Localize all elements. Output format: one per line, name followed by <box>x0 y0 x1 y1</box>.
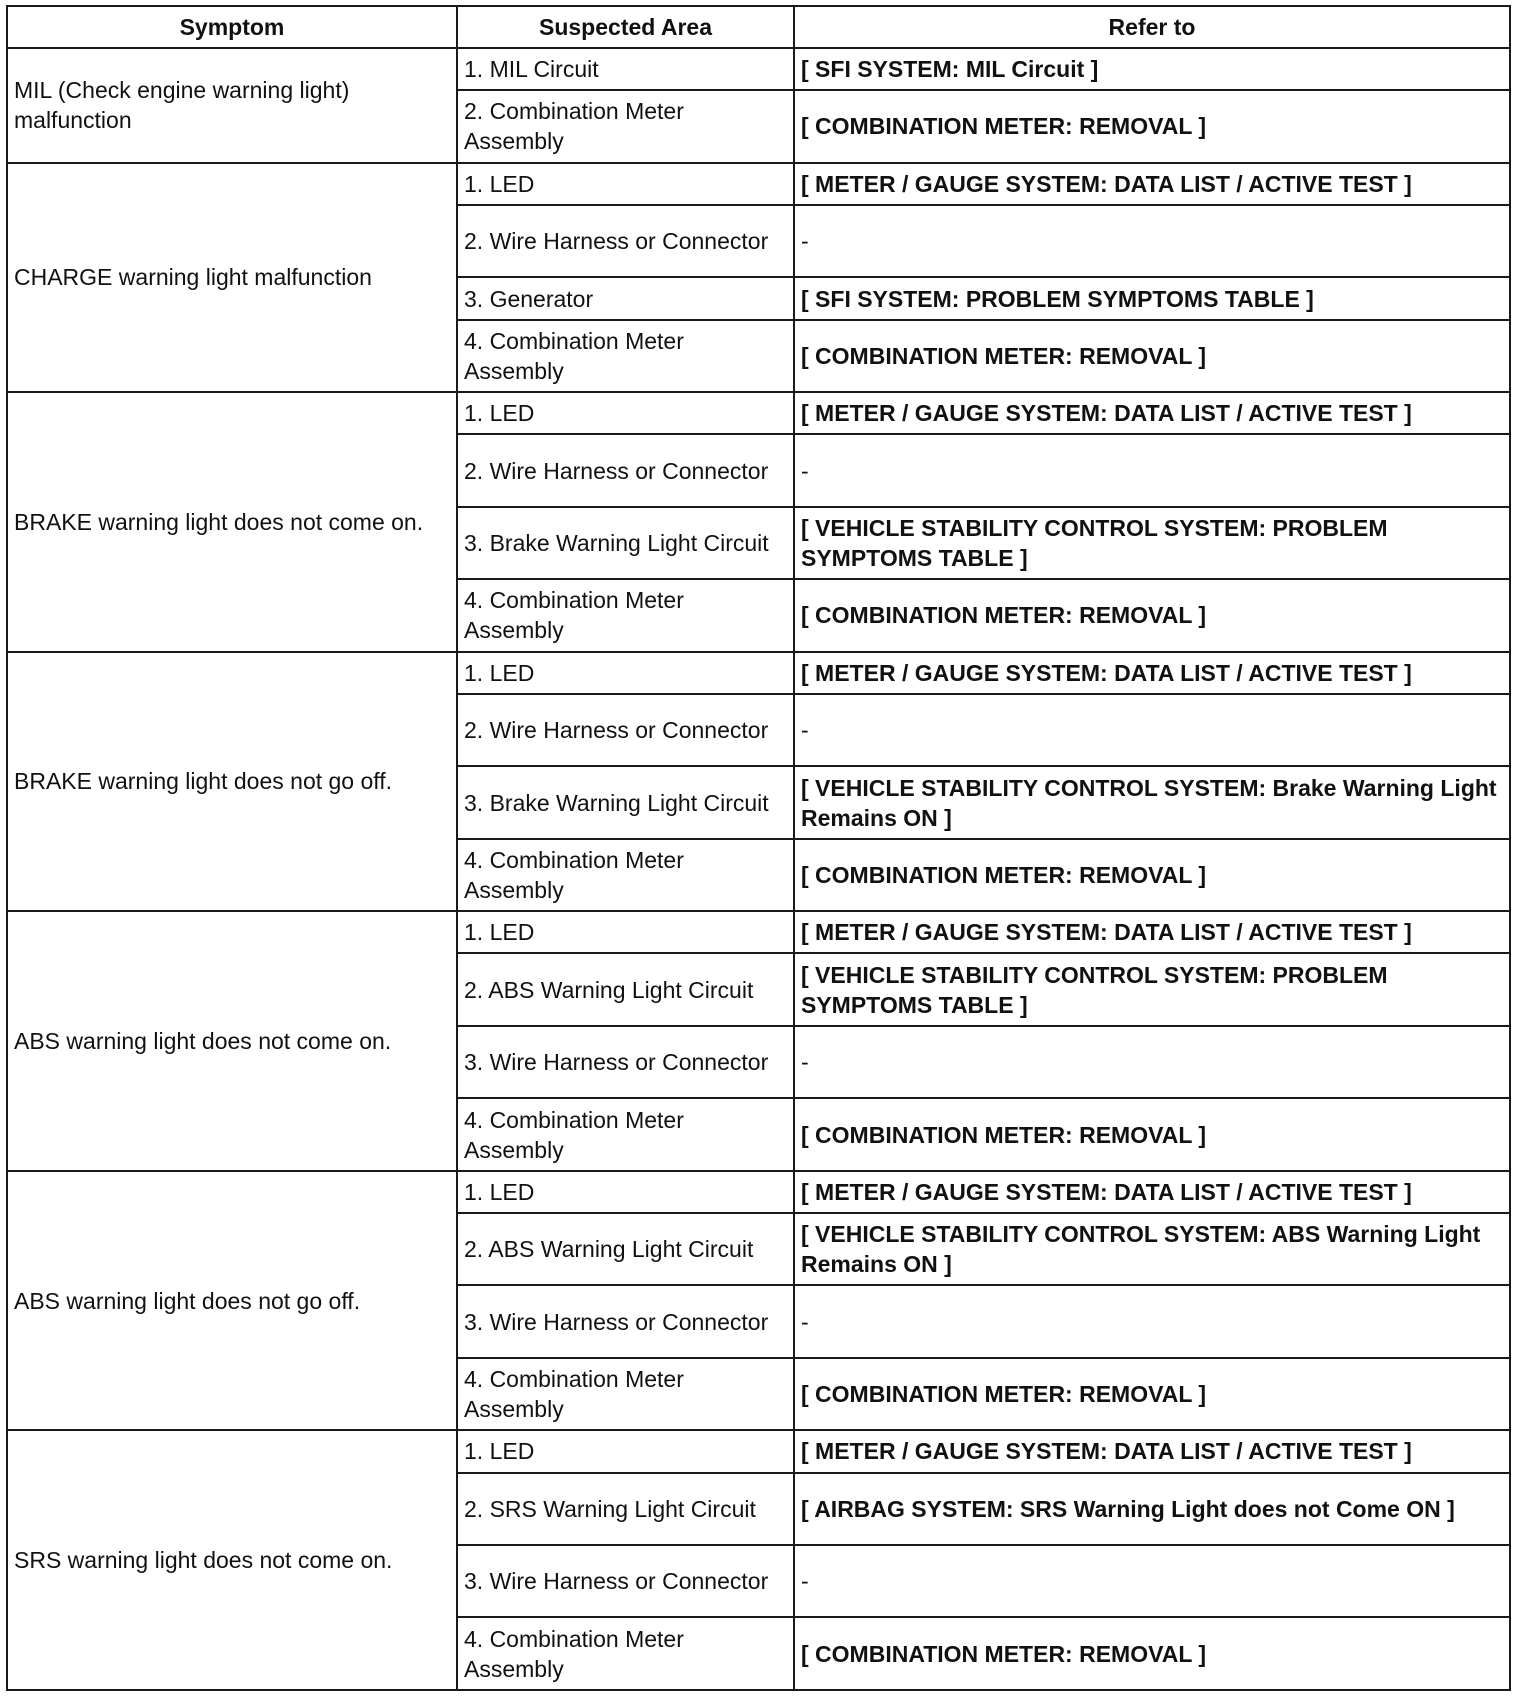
suspected-area-cell: 3. Brake Warning Light Circuit <box>457 507 794 579</box>
refer-to-cell: [ SFI SYSTEM: PROBLEM SYMPTOMS TABLE ] <box>794 277 1510 319</box>
header-row <box>7 6 1510 48</box>
suspected-area-cell: 4. Combination Meter Assembly <box>457 839 794 911</box>
refer-to-cell: [ VEHICLE STABILITY CONTROL SYSTEM: PROBLEM SYMPTOMS TABLE ] <box>794 507 1510 579</box>
table-row <box>7 652 1510 694</box>
problem-symptoms-table <box>6 5 1511 1691</box>
suspected-area-cell: 1. MIL Circuit <box>457 48 794 90</box>
table-row <box>7 911 1510 953</box>
refer-to-cell: [ COMBINATION METER: REMOVAL ] <box>794 1617 1510 1690</box>
symptom-cell: ABS warning light does not go off. <box>7 1171 457 1431</box>
table-row <box>7 48 1510 90</box>
refer-to-cell: - <box>794 1285 1510 1357</box>
suspected-area-cell: 1. LED <box>457 911 794 953</box>
suspected-area-cell: 4. Combination Meter Assembly <box>457 1617 794 1690</box>
symptom-cell: BRAKE warning light does not go off. <box>7 652 457 912</box>
table-row <box>7 1430 1510 1472</box>
suspected-area-cell: 2. ABS Warning Light Circuit <box>457 1213 794 1285</box>
refer-to-cell: [ METER / GAUGE SYSTEM: DATA LIST / ACTIVE TEST ] <box>794 652 1510 694</box>
symptom-cell: MIL (Check engine warning light) malfunction <box>7 48 457 163</box>
suspected-area-cell: 4. Combination Meter Assembly <box>457 1098 794 1170</box>
refer-to-cell: [ VEHICLE STABILITY CONTROL SYSTEM: ABS Warning Light Remains ON ] <box>794 1213 1510 1285</box>
refer-to-cell: [ METER / GAUGE SYSTEM: DATA LIST / ACTIVE TEST ] <box>794 1430 1510 1472</box>
refer-to-cell: [ METER / GAUGE SYSTEM: DATA LIST / ACTIVE TEST ] <box>794 1171 1510 1213</box>
refer-to-cell: [ VEHICLE STABILITY CONTROL SYSTEM: Brake Warning Light Remains ON ] <box>794 766 1510 838</box>
symptom-cell: BRAKE warning light does not come on. <box>7 392 457 652</box>
suspected-area-cell: 4. Combination Meter Assembly <box>457 320 794 392</box>
header-symptom: Symptom <box>7 6 457 48</box>
suspected-area-cell: 1. LED <box>457 1430 794 1472</box>
refer-to-cell: [ COMBINATION METER: REMOVAL ] <box>794 90 1510 162</box>
table-row <box>7 163 1510 205</box>
suspected-area-cell: 1. LED <box>457 163 794 205</box>
suspected-area-cell: 4. Combination Meter Assembly <box>457 1358 794 1430</box>
suspected-area-cell: 2. SRS Warning Light Circuit <box>457 1473 794 1545</box>
suspected-area-cell: 2. Wire Harness or Connector <box>457 694 794 766</box>
refer-to-cell: [ COMBINATION METER: REMOVAL ] <box>794 1358 1510 1430</box>
refer-to-cell: [ METER / GAUGE SYSTEM: DATA LIST / ACTIVE TEST ] <box>794 163 1510 205</box>
suspected-area-cell: 2. Wire Harness or Connector <box>457 434 794 506</box>
suspected-area-cell: 2. ABS Warning Light Circuit <box>457 953 794 1025</box>
suspected-area-cell: 1. LED <box>457 652 794 694</box>
refer-to-cell: - <box>794 694 1510 766</box>
suspected-area-cell: 1. LED <box>457 1171 794 1213</box>
refer-to-cell: - <box>794 1026 1510 1098</box>
header-suspected-area: Suspected Area <box>457 6 794 48</box>
refer-to-cell: - <box>794 205 1510 277</box>
symptom-cell: ABS warning light does not come on. <box>7 911 457 1171</box>
suspected-area-cell: 4. Combination Meter Assembly <box>457 579 794 651</box>
symptom-cell: CHARGE warning light malfunction <box>7 163 457 392</box>
suspected-area-cell: 2. Wire Harness or Connector <box>457 205 794 277</box>
refer-to-cell: [ SFI SYSTEM: MIL Circuit ] <box>794 48 1510 90</box>
suspected-area-cell: 1. LED <box>457 392 794 434</box>
header-refer-to: Refer to <box>794 6 1510 48</box>
refer-to-cell: [ COMBINATION METER: REMOVAL ] <box>794 839 1510 911</box>
refer-to-cell: [ COMBINATION METER: REMOVAL ] <box>794 1098 1510 1170</box>
refer-to-cell: [ METER / GAUGE SYSTEM: DATA LIST / ACTIVE TEST ] <box>794 911 1510 953</box>
refer-to-cell: [ COMBINATION METER: REMOVAL ] <box>794 320 1510 392</box>
suspected-area-cell: 2. Combination Meter Assembly <box>457 90 794 162</box>
refer-to-cell: [ VEHICLE STABILITY CONTROL SYSTEM: PROBLEM SYMPTOMS TABLE ] <box>794 953 1510 1025</box>
suspected-area-cell: 3. Wire Harness or Connector <box>457 1026 794 1098</box>
refer-to-cell: [ AIRBAG SYSTEM: SRS Warning Light does not Come ON ] <box>794 1473 1510 1545</box>
symptom-cell: SRS warning light does not come on. <box>7 1430 457 1690</box>
suspected-area-cell: 3. Generator <box>457 277 794 319</box>
refer-to-cell: - <box>794 434 1510 506</box>
suspected-area-cell: 3. Brake Warning Light Circuit <box>457 766 794 838</box>
suspected-area-cell: 3. Wire Harness or Connector <box>457 1285 794 1357</box>
refer-to-cell: [ METER / GAUGE SYSTEM: DATA LIST / ACTIVE TEST ] <box>794 392 1510 434</box>
table-row <box>7 392 1510 434</box>
refer-to-cell: - <box>794 1545 1510 1617</box>
table-row <box>7 1171 1510 1213</box>
refer-to-cell: [ COMBINATION METER: REMOVAL ] <box>794 579 1510 651</box>
suspected-area-cell: 3. Wire Harness or Connector <box>457 1545 794 1617</box>
